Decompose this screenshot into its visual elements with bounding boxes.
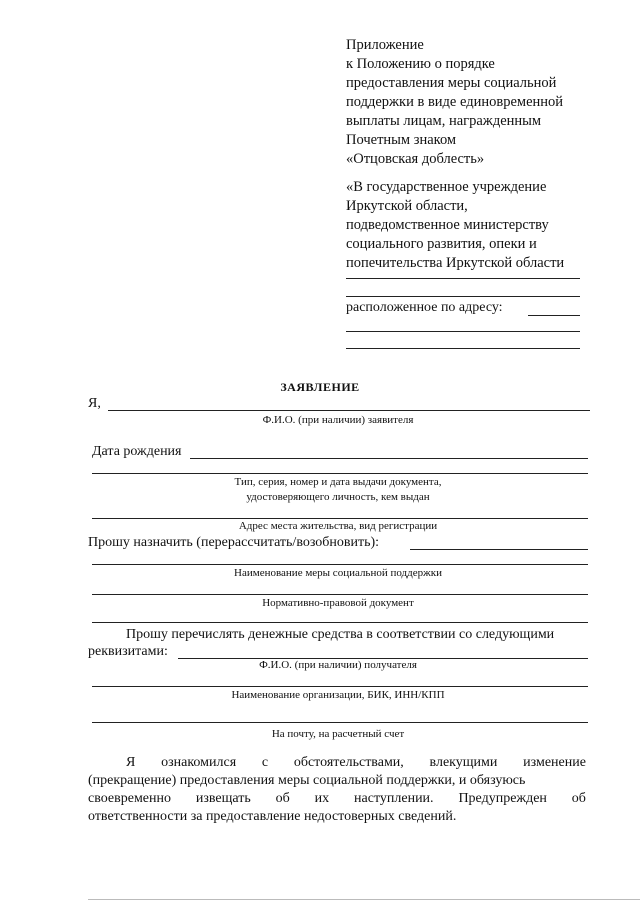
appendix-line: выплаты лицам, награжденным: [346, 113, 542, 129]
organization-field[interactable]: [92, 686, 588, 687]
appendix-line: поддержки в виде единовременной: [346, 94, 564, 110]
i-label: Я,: [88, 396, 101, 411]
document-title: ЗАЯВЛЕНИЕ: [280, 380, 360, 394]
ack-word: обстоятельствами,: [293, 755, 404, 770]
legal-caption: Нормативно-правовой документ: [262, 597, 414, 609]
appendix-header: [346, 36, 563, 169]
address-line-blank-2[interactable]: [346, 331, 580, 332]
transfer-line-1: Прошу перечислять денежные средства в соответствии со следующими: [126, 627, 555, 642]
addressee-line: социального развития, опеки и: [346, 236, 537, 252]
recipient-caption: Ф.И.О. (при наличии) получателя: [259, 659, 417, 671]
legal-doc-field-extra[interactable]: [92, 622, 588, 623]
ack-row-2: (прекращение) предоставления меры социальной поддержки, и обязуюсь: [88, 773, 526, 788]
payment-method-field[interactable]: [92, 722, 588, 723]
ack-word: наступлении.: [354, 791, 434, 806]
ack-row-1: [88, 754, 586, 772]
address-caption: Адрес места жительства, вид регистрации: [238, 520, 438, 532]
addressee-line-blank-2[interactable]: [346, 296, 580, 297]
request-label: Прошу назначить (перерассчитать/возобновить):: [88, 535, 380, 550]
measure-field[interactable]: [92, 564, 588, 565]
legal-doc-field[interactable]: [92, 594, 588, 595]
mail-caption: На почту, на расчетный счет: [271, 728, 405, 740]
ack-row-3: [88, 790, 586, 808]
applicant-name-field[interactable]: [108, 410, 590, 411]
addressee-block: [346, 178, 564, 273]
appendix-line: Почетным знаком: [346, 132, 457, 148]
located-label: расположенное по адресу:: [346, 300, 503, 315]
identity-doc-field[interactable]: [92, 473, 588, 474]
birth-label: Дата рождения: [92, 444, 182, 459]
residence-address-field[interactable]: [92, 518, 588, 519]
appendix-line: предоставления меры социальной: [346, 75, 557, 91]
ack-word: Предупрежден: [458, 791, 547, 806]
request-field[interactable]: [410, 549, 588, 550]
fio-caption: Ф.И.О. (при наличии) заявителя: [262, 414, 414, 426]
ack-word: изменение: [523, 755, 586, 770]
page-bottom-rule: [88, 899, 640, 900]
acknowledgement-paragraph: [88, 754, 586, 826]
doc-caption-1: Тип, серия, номер и дата выдачи документа,: [234, 476, 442, 488]
addressee-line: Иркутской области,: [346, 198, 468, 214]
ack-word: Я: [126, 755, 136, 770]
ack-row-4: ответственности за предоставление недостоверных сведений.: [88, 809, 457, 824]
addressee-line: «В государственное учреждение: [346, 179, 547, 195]
addressee-line: подведомственное министерству: [346, 217, 549, 233]
ack-word: своевременно: [88, 791, 171, 806]
addressee-line: попечительства Иркутской области: [346, 255, 565, 271]
ack-word: извещать: [195, 791, 251, 806]
appendix-line: к Положению о порядке: [346, 56, 495, 72]
addressee-line-blank-1[interactable]: [346, 278, 580, 279]
doc-caption-2: удостоверяющего личность, кем выдан: [246, 491, 430, 503]
ack-word: ознакомился: [161, 755, 237, 770]
address-line-blank-1[interactable]: [528, 315, 580, 316]
transfer-line-2: реквизитами:: [88, 644, 168, 659]
ack-word: об: [571, 791, 586, 806]
ack-word: с: [261, 755, 269, 770]
ack-word: их: [314, 791, 330, 806]
measure-caption: Наименование меры социальной поддержки: [234, 567, 442, 579]
appendix-line: Приложение: [346, 37, 424, 53]
org-caption: Наименование организации, БИК, ИНН/КПП: [231, 689, 445, 701]
appendix-line: «Отцовская доблесть»: [346, 151, 485, 167]
ack-word: влекущими: [429, 755, 498, 770]
address-line-blank-3[interactable]: [346, 348, 580, 349]
birth-date-field[interactable]: [190, 458, 588, 459]
ack-word: об: [275, 791, 290, 806]
